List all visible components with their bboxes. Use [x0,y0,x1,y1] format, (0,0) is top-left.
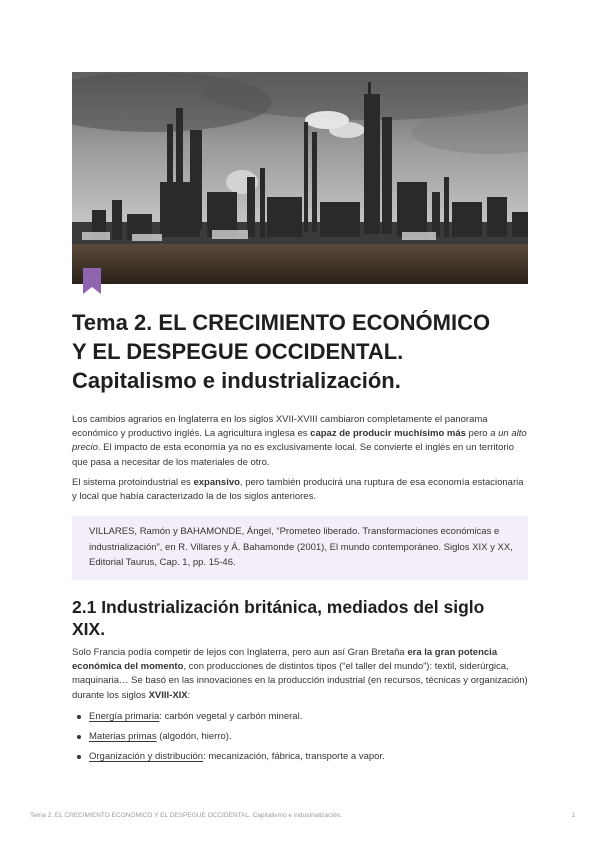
reference-callout [72,516,528,580]
reference-text: VILLARES, Ramón y BAHAMONDE, Ángel, “Prometeo liberado. Transformaciones económicas e industrialización”, en R. Villares y Á. Bahamonde (2001), El mundo contemporáneo. Siglos XIX y XX, Editorial Taurus, Cap. 1, pp. 15-46. [89,526,513,568]
protoindustrial-paragraph: El sistema protoindustrial es expansivo, pero también producirá una ruptura de esa economía estacionaria y local que había caracterizado la de los siglos anteriores. [72,477,524,503]
intro-paragraph: Los cambios agrarios en Inglaterra en los siglos XVII-XVIII cambiaron completamente el panorama económico y productivo inglés. La agricultura inglesa es capaz de producir muchísimo más pero a un alto precio. El impacto de esta economía ya no es exclusivamente local. Se convierte el inglés en un territorio que pasa a necesitar de los materiales de otro. [72,414,527,468]
page-footer [30,812,575,819]
cover-image [72,72,528,284]
list-item: Organización y distribución: mecanización, fábrica, transporte a vapor. [76,750,385,764]
bullet-list [76,710,385,770]
bullet-icon [77,735,81,739]
footer-title: Tema 2. EL CRECIMIENTO ECONÓMICO Y EL DESPEGUE OCCIDENTAL. Capitalismo e industrialización. [30,812,342,819]
bullet-icon [77,755,81,759]
section-paragraph: Solo Francia podía competir de lejos con Inglaterra, pero aun así Gran Bretaña era la gran potencia económica del momento, con producciones de distintos tipos (“el taller del mundo”): textil, siderúrgica, maquinaria… Se basó en las innovaciones en la producción industrial (en recursos, técnicas y organización) durante los siglos XVIII-XIX: [72,647,528,701]
page-number: 1 [571,812,575,819]
page-title: Tema 2. EL CRECIMIENTO ECONÓMICO Y EL DESPEGUE OCCIDENTAL. Capitalismo e industrialización. [72,310,491,393]
bookmark-icon [83,268,101,294]
section-heading: 2.1 Industrialización británica, mediados del siglo XIX. [72,597,485,639]
list-item: Materias primas (algodón, hierro). [76,730,385,744]
refinery-photo [72,72,528,284]
bullet-icon [77,715,81,719]
list-item: Energía primaria: carbón vegetal y carbón mineral. [76,710,385,724]
